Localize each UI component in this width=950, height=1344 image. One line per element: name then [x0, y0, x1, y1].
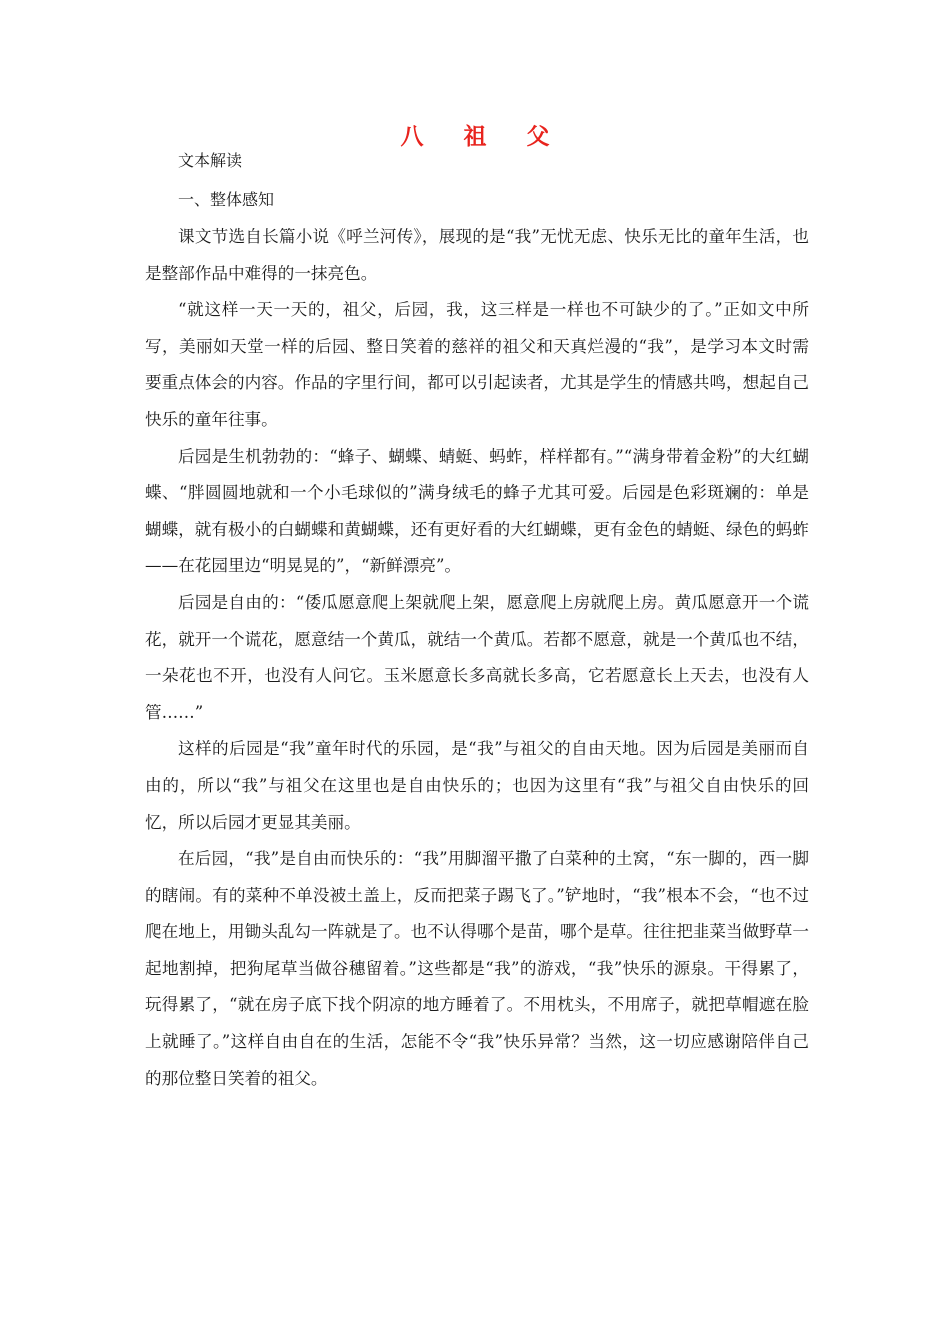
paragraph: 后园是自由的：“倭瓜愿意爬上架就爬上架，愿意爬上房就爬上房。黄瓜愿意开一个谎花，就开一个谎花，愿意结一个黄瓜，就结一个黄瓜。若都不愿意，就是一个黄瓜也不结，一朵花也不开，也没有人问它。玉米愿意长多高就长多高，它若愿意长上天去，也没有人管……”	[145, 592, 809, 722]
paragraph: 在后园，“我”是自由而快乐的：“我”用脚溜平撒了白菜种的土窝，“东一脚的，西一脚的瞎闹。有的菜种不单没被土盖上，反而把菜子踢飞了。”铲地时，“我”根本不会，“也不过爬在地上，用锄头乱勾一阵就是了。也不认得哪个是苗，哪个是草。往往把韭菜当做野草一起地割掉，把狗尾草当做谷穗留着。”这些都是“我”的游戏，“我”快乐的源泉。干得累了，玩得累了，“就在房子底下找个阴凉的地方睡着了。不用枕头，不用席子，就把草帽遮在脸上就睡了。”这样自由自在的生活，怎能不令“我”快乐异常？当然，这一切应感谢陪伴自己的那位整日笑着的祖父。	[145, 849, 809, 1088]
subtitle-text-interpretation: 文本解读	[178, 151, 243, 170]
section-heading: 一、整体感知	[178, 190, 275, 209]
document-title: 八 祖 父	[400, 123, 566, 150]
document-body	[145, 219, 809, 1097]
paragraph: 后园是生机勃勃的：“蜂子、蝴蝶、蜻蜓、蚂蚱，样样都有。”“满身带着金粉”的大红蝴蝶、“胖圆圆地就和一个小毛球似的”满身绒毛的蜂子尤其可爱。后园是色彩斑斓的：单是蝴蝶，就有极小的白蝴蝶和黄蝴蝶，还有更好看的大红蝴蝶，更有金色的蜻蜓、绿色的蚂蚱——在花园里边“明晃晃的”，“新鲜漂亮”。	[145, 446, 809, 576]
paragraph: “就这样一天一天的，祖父，后园，我，这三样是一样也不可缺少的了。”正如文中所写，美丽如天堂一样的后园、整日笑着的慈祥的祖父和天真烂漫的“我”，是学习本文时需要重点体会的内容。作品的字里行间，都可以引起读者，尤其是学生的情感共鸣，想起自己快乐的童年往事。	[145, 300, 809, 429]
paragraph: 课文节选自长篇小说《呼兰河传》，展现的是“我”无忧无虑、快乐无比的童年生活，也是整部作品中难得的一抹亮色。	[145, 227, 809, 283]
paragraph: 这样的后园是“我”童年时代的乐园，是“我”与祖父的自由天地。因为后园是美丽而自由的，所以“我”与祖父在这里也是自由快乐的；也因为这里有“我”与祖父自由快乐的回忆，所以后园才更显其美丽。	[145, 739, 809, 832]
